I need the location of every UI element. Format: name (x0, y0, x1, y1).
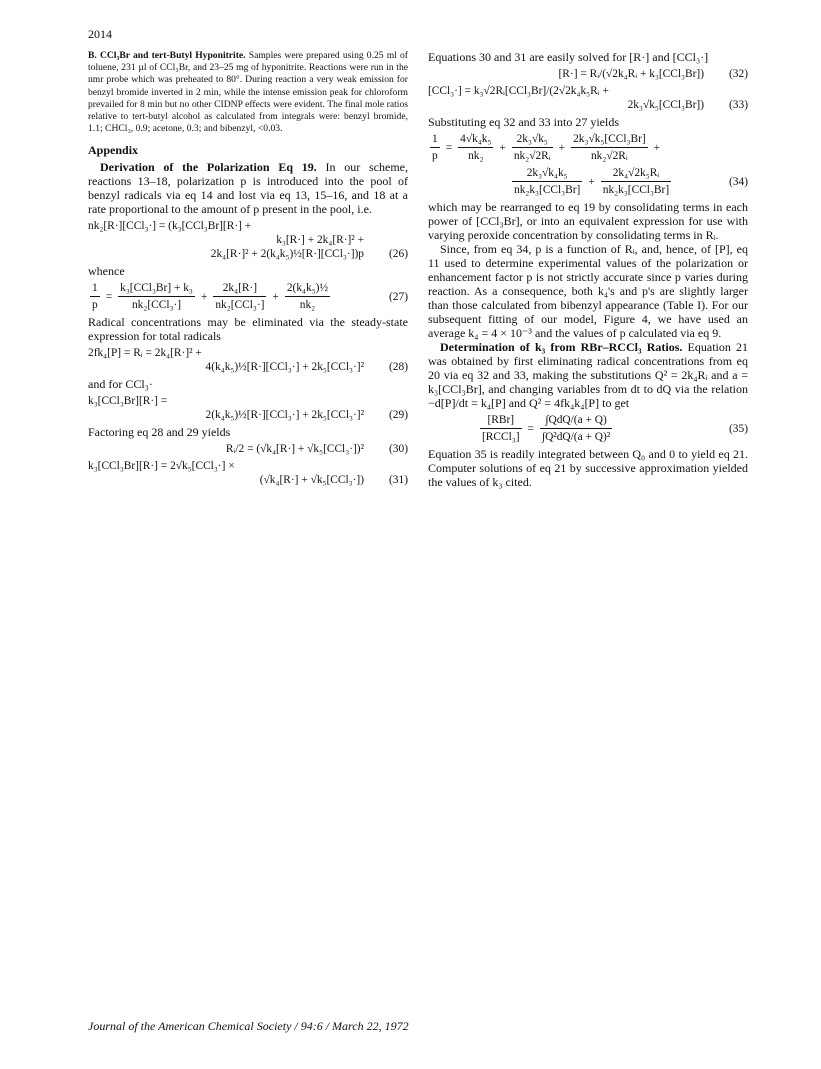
equation-35: $\frac{\text{[RBr]}}{\text{[RCCl₃]}}$ = $\frac{\text{∫QdQ/(a + Q)}}{\text{∫Q²dQ/(a + Q)²}}$ (35) (482, 414, 748, 443)
eq27-term-3: $\frac{\text{2(k₄k₅)½}}{\text{nk₂}}$ (286, 282, 329, 312)
eq29-line-1: k₃[CCl₃Br][R·] = (88, 395, 168, 408)
eq34-row-1: $\frac{1}{p}$ = $\frac{\text{4√k₄k₅}}{\text{nk₂}}$ + $\frac{\text{2k₃√k₅}}{\text{nk₂√2Rᵢ}}$ + $\frac{\text{2k₃√k₅[CCl₃Br]}}{\text{nk₂√2Rᵢ}}$ + (432, 133, 661, 162)
determination-text: Equation 21 was obtained by first eliminating radical concentrations from eq 20 via eq 32 and 33, making the substitutions Q² = 2k₄Rᵢ and a = k₃[CCl₃Br], and changing variables from dt to dQ via the relation −d[P]/dt = k₄[P] and Q² = 4fk₄k₄[P] to get (428, 340, 749, 410)
equation-28 (88, 346, 408, 374)
eq34-term-1: $\frac{\text{4√k₄k₅}}{\text{nk₂}}$ (460, 133, 492, 162)
experimental-paragraph (88, 50, 408, 135)
rearranged-text: which may be rearranged to eq 19 by consolidating terms in each power of [CCl₃Br], or into an equivalent expression for use with varying peroxide concentration by consolidating terms in Rᵢ. (428, 200, 748, 242)
final-paragraph: Equation 35 is readily integrated between Q₀ and 0 to yield eq 21. Computer solutions of eq 21 by successive approximation yielded the values of k₃ cited. (428, 447, 748, 489)
eq27-term-2: $\frac{\text{2k₄[R·]}}{\text{nk₂[CCl₃·]}}$ (215, 282, 265, 312)
eq33-line-2: 2k₃√k₅[CCl₃Br]) (627, 99, 704, 111)
eq31-number: (31) (389, 474, 408, 487)
eq26-line-3: 2k₄[R·]² + 2(k₄k₅)½[R·][CCl₃·])p (210, 248, 364, 261)
determination-heading: Determination of k₃ from RBr–RCCl₃ Ratios. (440, 340, 683, 354)
eq28-line-1: 2fk₄[P] = Rᵢ = 2k₄[R·]² + (88, 347, 202, 360)
equation-32 (428, 67, 748, 81)
eq34-term-3: $\frac{\text{2k₃√k₅[CCl₃Br]}}{\text{nk₂√2Rᵢ}}$ (573, 133, 646, 162)
eq34-term-4: $\frac{\text{2k₃√k₄k₅}}{\text{nk₂k₃[CCl₃Br]}}$ (514, 167, 581, 196)
equation-34 (428, 132, 748, 197)
equation-29 (88, 394, 408, 422)
equation-26 (88, 219, 408, 261)
eq34-lhs: $\frac{1}{p}$ (432, 133, 438, 162)
eq34-term-5: $\frac{\text{2k₄√2k₅Rᵢ}}{\text{nk₂k₃[CCl₃Br]}}$ (602, 167, 670, 196)
eq34-number: (34) (729, 176, 748, 188)
substituting-text: Substituting eq 32 and 33 into 27 yields (428, 115, 619, 129)
derivation-paragraph (88, 160, 408, 216)
derivation-text: In our scheme, reactions 13–18, polarization p is introduced into the pool of benzyl radicals via eq 14 and lost via eq 13, 15–16, and 18 at a rate proportional to the amount of p present in the pool, i.e. (88, 160, 408, 217)
appendix-title: Appendix (88, 143, 139, 158)
eq27-lhs: $\frac{1}{p}$ (92, 282, 98, 312)
equation-33 (428, 84, 748, 112)
determination-paragraph (428, 340, 748, 410)
page-number: 2014 (88, 27, 112, 41)
since-paragraph: Since, from eq 34, p is a function of Rᵢ, and, hence, of [P], eq 11 used to determine experimental values of the polarization or enhancement factor p is not strictly accurate since p varies during reaction. As a consequence, both k₄'s and p's are slightly larger than those calculated from bibenzyl appearance (Table I). For our subsequent fitting of our model, Figure 4, we have used an average k₄ = 4 × 10⁻³ and the values of p calculated via eq 9. (428, 242, 748, 340)
eq32-number: (32) (729, 68, 748, 80)
eq26-line-2: k₃[R·] + 2k₄[R·]² + (276, 234, 364, 247)
eq30-line: Rᵢ/2 = (√k₄[R·] + √k₅[CCl₃·])² (225, 443, 364, 456)
factoring-text: Factoring eq 28 and 29 yields (88, 425, 231, 440)
eq27-number: (27) (389, 290, 408, 303)
eq30-number: (30) (389, 443, 408, 456)
whence-text: whence (88, 264, 125, 279)
right-column (428, 50, 748, 489)
and-for-text: and for CCl₃· (88, 377, 153, 392)
eq35-rhs: $\frac{\text{∫QdQ/(a + Q)}}{\text{∫Q²dQ/(a + Q)²}}$ (541, 414, 611, 443)
equation-30 (88, 442, 408, 456)
journal-footer: Journal of the American Chemical Society / 94:6 / March 22, 1972 (88, 1019, 409, 1033)
eq33-line-1: [CCl₃·] = k₃√2Rᵢ[CCl₃Br]/(2√2k₄k₅Rᵢ + (428, 85, 609, 97)
eq35-number: (35) (729, 422, 748, 435)
eq29-line-2: 2(k₄k₅)½[R·][CCl₃·] + 2k₅[CCl₃·]² (205, 409, 364, 422)
experimental-heading: B. CCl₃Br and tert-Butyl Hyponitrite. (88, 50, 246, 61)
eq34-term-2: $\frac{\text{2k₃√k₅}}{\text{nk₂√2Rᵢ}}$ (513, 133, 551, 162)
eq31-line-2: (√k₄[R·] + √k₅[CCl₃·]) (259, 474, 364, 487)
experimental-body: Samples were prepared using 0.25 ml of toluene, 231 µl of CCl₃Br, and 23–25 mg of hyponitrite. Reactions were run in the nmr probe which was preheated to 80°. During reaction a very weak emission for benzyl bromide inverted in 2 min, while the intense emission peak for chloroform prevailed for 8 min but no other CIDNP effects were evident. The final mole ratios relative to tert-butyl alcohol as calculated from integrals were: benzyl bromide, 1.1; CHCl₃, 0.9; acetone, 0.3; and bibenzyl, <0.03. (88, 50, 408, 135)
equation-31 (88, 459, 408, 487)
eq26-line-1: nk₂[R·][CCl₃·] = (k₃[CCl₃Br][R·] + (88, 220, 252, 233)
eq34-row-2: $\frac{\text{2k₃√k₄k₅}}{\text{nk₂k₃[CCl₃Br]}}$ + $\frac{\text{2k₄√2k₅Rᵢ}}{\text{nk₂k₃[CCl₃Br]}}$ (514, 167, 670, 196)
eq28-line-2: 4(k₄k₅)½[R·][CCl₃·] + 2k₅[CCl₃·]² (205, 361, 364, 374)
eq31-line-1: k₃[CCl₃Br][R·] = 2√k₅[CCl₃·] × (88, 460, 235, 473)
eq26-number: (26) (389, 248, 408, 261)
solve-intro: Equations 30 and 31 are easily solved for [R·] and [CCl₃·] (428, 50, 709, 64)
eq35-lhs: $\frac{\text{[RBr]}}{\text{[RCCl₃]}}$ (482, 414, 520, 443)
eq32-line: [R·] = Rᵢ/(√2k₄Rᵢ + k₃[CCl₃Br]) (558, 68, 704, 80)
eq33-number: (33) (729, 99, 748, 111)
radical-text: Radical concentrations may be eliminated via the steady-state expression for total radicals (88, 315, 408, 344)
left-column (88, 50, 408, 490)
derivation-heading: Derivation of the Polarization Eq 19. (100, 160, 317, 175)
equation-27: $\frac{1}{p}$ = $\frac{\text{k₃[CCl₃Br] + k₃}}{\text{nk₂[CCl₃·]}}$ + $\frac{\text{2k₄[R·]}}{\text{nk₂[CCl₃·]}}$ + $\frac{\text{2(k₄k₅)½}}{\text{nk₂}}$ (27) (92, 282, 408, 312)
eq29-number: (29) (389, 409, 408, 422)
eq27-term-1: $\frac{\text{k₃[CCl₃Br] + k₃}}{\text{nk₂[CCl₃·]}}$ (120, 282, 193, 312)
eq28-number: (28) (389, 361, 408, 374)
